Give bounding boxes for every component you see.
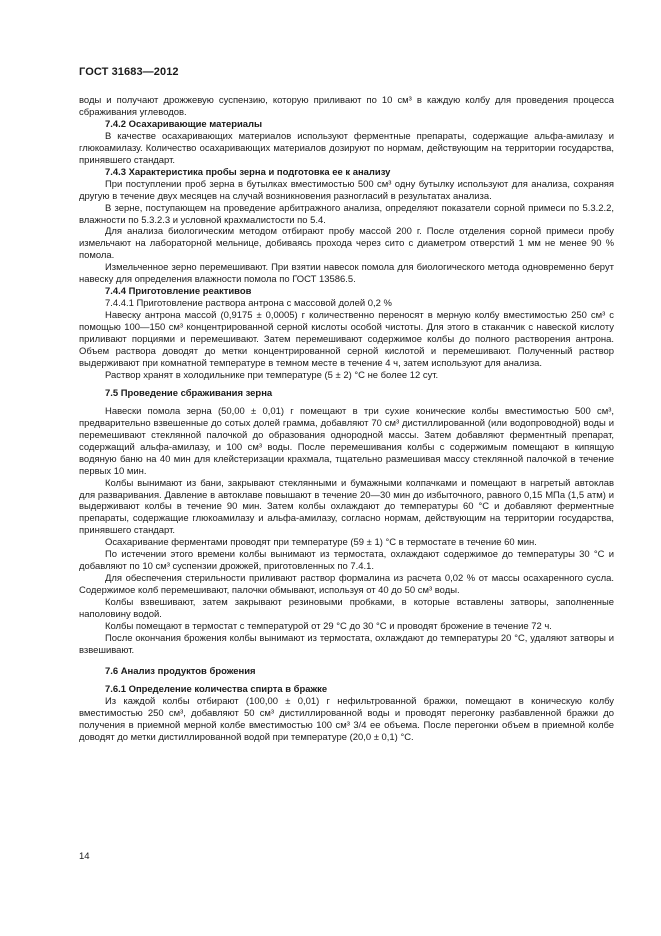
- paragraph: Для анализа биологическим методом отбирают пробу массой 200 г. После отделения сорной примеси пробу измельчают на лабораторной мельнице, добиваясь прохода через сито с диаметром отверстий 1 мм не менее 90 % помола.: [79, 226, 614, 262]
- paragraph: В качестве осахаривающих материалов используют ферментные препараты, содержащие альфа-амилазу и глюкоамилазу. Количество осахаривающих материалов дозируют по нормам, действующим на территории государства, принявшего стандарт.: [79, 130, 614, 166]
- subsection-title: 7.4.4.1 Приготовление раствора антрона с массовой долей 0,2 %: [105, 298, 392, 310]
- paragraph: Осахаривание ферментами проводят при температуре (59 ± 1) °С в термостате в течение 60 мин.: [105, 537, 537, 549]
- section-heading: 7.4.2 Осахаривающие материалы: [105, 118, 263, 130]
- paragraph: По истечении этого времени колбы вынимают из термостата, охлаждают содержимое до температуры 30 °С и добавляют по 10 см³ суспензии дрожжей, приготовленных по 7.4.1.: [79, 549, 614, 573]
- section-heading: 7.5 Проведение сбраживания зерна: [105, 387, 273, 399]
- section-heading: 7.4.3 Характеристика пробы зерна и подготовка ее к анализу: [105, 166, 391, 178]
- standard-header: ГОСТ 31683—2012: [79, 66, 179, 78]
- paragraph: При поступлении проб зерна в бутылках вместимостью 500 см³ одну бутылку используют для анализа, сохраняя другую в течение двух месяцев на случай возникновения разногласий в результатах анализа.: [79, 178, 614, 202]
- paragraph: Колбы помещают в термостат с температурой от 29 °С до 30 °С и проводят брожение в течение 72 ч.: [105, 620, 552, 632]
- paragraph: Для обеспечения стерильности приливают раствор формалина из расчета 0,02 % от массы осахаренного сусла. Содержимое колб перемешивают, палочки обмывают, используя от 40 до 50 см³ воды.: [79, 573, 614, 597]
- paragraph: Навески помола зерна (50,00 ± 0,01) г помещают в три сухие конические колбы вместимостью 500 см³, предварительно взвешенные до сотых долей грамма, добавляют 70 см³ дистиллированной (или водопроводной) воды и перемешивают стеклянной палочкой до образования однородной массы. Затем добавляют ферментный препарат, содержащий альфа-амилазу, и 100 см³ воды. После перемешивания колбы с содержимым помещают в кипящую водяную баню на 40 мин для клейстеризации крахмала, тщательно размешивая массу стеклянной палочкой в течение первых 10 мин.: [79, 405, 614, 477]
- page-number: 14: [79, 851, 90, 862]
- paragraph: После окончания брожения колбы вынимают из термостата, охлаждают до температуры 20 °С, удаляют затворы и взвешивают.: [79, 632, 614, 656]
- paragraph: Колбы вынимают из бани, закрывают стеклянными и бумажными колпачками и помещают в нагретый автоклав для разваривания. Давление в автоклаве повышают в течение 20—30 мин до избыточного, равного 0,15 МПа (1,5 атм) и выдерживают колбы в течение 90 мин. Затем колбы охлаждают до температуры 60 °С и добавляют ферментные препараты, содержащие глюкоамилазу и альфа-амилазу, согласно нормам, действующим на территории государства, принявшего стандарт.: [79, 477, 614, 537]
- section-heading: 7.6 Анализ продуктов брожения: [105, 665, 256, 677]
- paragraph: Колбы взвешивают, затем закрывают резиновыми пробками, в которые вставлены затворы, заполненные наполовину водой.: [79, 597, 614, 621]
- paragraph: Навеску антрона массой (0,9175 ± 0,0005) г количественно переносят в мерную колбу вместимостью 250 см³ с помощью 100—150 см³ концентрированной серной кислоты особой чистоты. Для этого в стаканчик с навеской кислоту приливают порциями и перемешивают. Затем перемешивают содержимое колбы до полного растворения антрона. Объем раствора доводят до метки концентрированной серной кислотой и перемешивают. Полученный раствор выдерживают при комнатной температуре в темном месте в течение 4 ч, затем используют для анализа.: [79, 310, 614, 369]
- paragraph: воды и получают дрожжевую суспензию, которую приливают по 10 см³ в каждую колбу для проведения процесса сбраживания углеводов.: [79, 95, 614, 118]
- section-heading: 7.4.4 Приготовление реактивов: [105, 286, 252, 298]
- paragraph: В зерне, поступающем на проведение арбитражного анализа, определяют показатели сорной примеси по 5.3.2.2, влажности по 5.3.2.3 и условной крахмалистости по 5.4.: [79, 202, 614, 226]
- paragraph: Раствор хранят в холодильнике при температуре (5 ± 2) °С не более 12 сут.: [105, 369, 439, 381]
- paragraph: Измельченное зерно перемешивают. При взятии навесок помола для биологического метода одновременно берут навеску для определения влажности помола по ГОСТ 13586.5.: [79, 262, 614, 286]
- paragraph: Из каждой колбы отбирают (100,00 ± 0,01) г нефильтрованной бражки, помещают в коническую колбу вместимостью 250 см³, добавляют 50 см³ дистиллированной воды и проводят перегонку разбавленной бражки до получения в приемной мерной колбе вместимостью 100 см³ 3/4 ее объема. После перегонки объем в приемной колбе доводят до метки дистиллированной водой при температуре (20,0 ± 0,1) °С.: [79, 695, 614, 743]
- document-body: [79, 95, 614, 744]
- section-heading: 7.6.1 Определение количества спирта в бражке: [105, 683, 328, 695]
